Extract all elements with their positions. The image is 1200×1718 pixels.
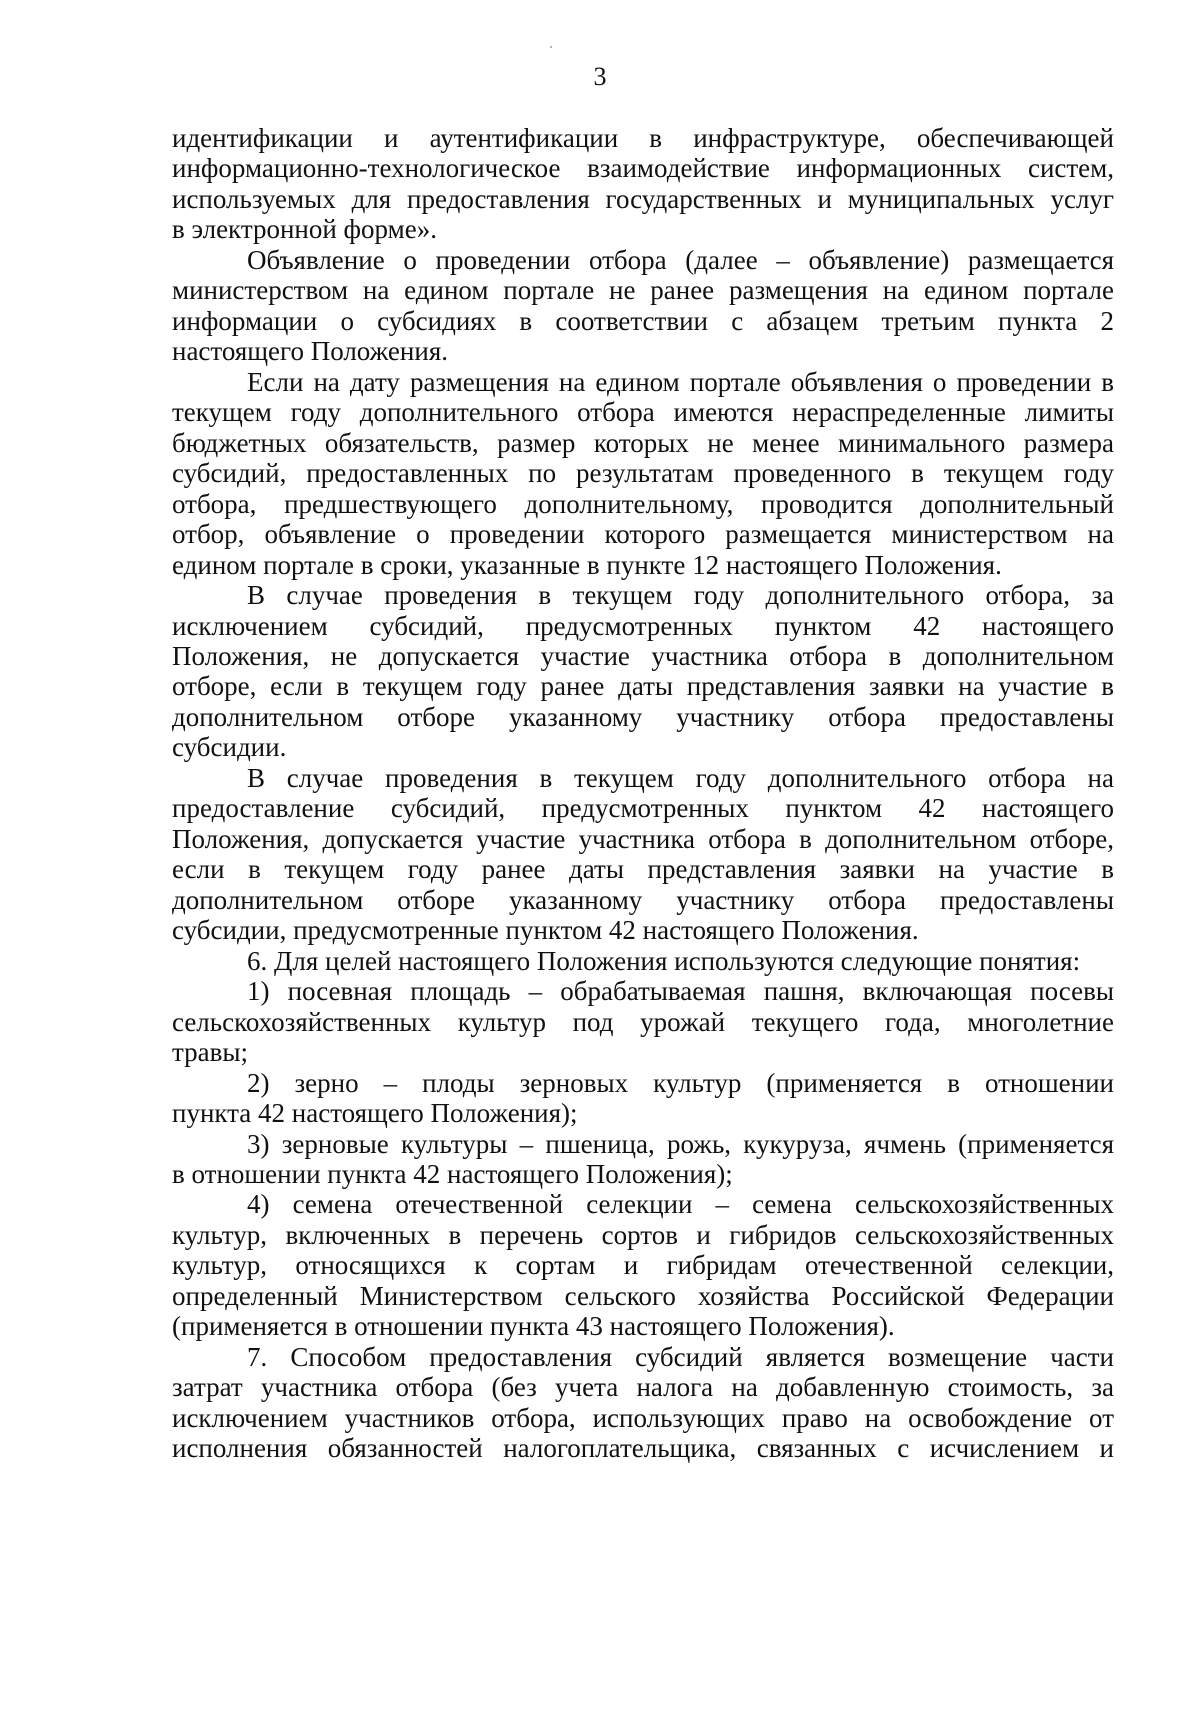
text-line: затрат участника отбора (без учета налога на добавленную стоимость, за xyxy=(172,1372,1114,1403)
text-line: пункта 42 настоящего Положения); xyxy=(172,1098,578,1129)
text-line: дополнительном отборе указанному участнику отбора предоставлены xyxy=(172,701,1114,732)
text-line: текущем году дополнительного отбора имеются нераспределенные лимиты xyxy=(172,397,1114,428)
text-line: В случае проведения в текущем году дополнительного отбора, за xyxy=(247,580,1114,611)
text-line: в отношении пункта 42 настоящего Положения); xyxy=(172,1158,733,1189)
text-line: идентификации и аутентификации в инфраструктуре, обеспечивающей xyxy=(172,123,1114,153)
text-line: Положения, допускается участие участника отбора в дополнительном отборе, xyxy=(172,823,1114,854)
text-line: сельскохозяйственных культур под урожай текущего года, многолетние xyxy=(172,1006,1114,1037)
text-line: Если на дату размещения на едином портале объявления о проведении в xyxy=(247,366,1114,397)
text-line: 3) зерновые культуры – пшеница, рожь, кукуруза, ячмень (применяется xyxy=(247,1128,1114,1159)
text-line: используемых для предоставления государственных и муниципальных услуг xyxy=(172,183,1114,214)
scan-speck xyxy=(550,46,552,48)
text-line: отборе, если в текущем году ранее даты представления заявки на участие в xyxy=(172,671,1114,702)
text-line: отбора, предшествующего дополнительному, проводится дополнительный xyxy=(172,488,1114,519)
text-line: культур, относящихся к сортам и гибридам отечественной селекции, xyxy=(172,1250,1114,1281)
text-line: Объявление о проведении отбора (далее – объявление) размещается xyxy=(247,244,1114,275)
text-line: субсидии. xyxy=(172,732,287,763)
text-line: Положения, не допускается участие участника отбора в дополнительном xyxy=(172,640,1114,671)
text-line: едином портале в сроки, указанные в пункте 12 настоящего Положения. xyxy=(172,549,1002,580)
text-line: информационно-технологическое взаимодействие информационных систем, xyxy=(172,153,1114,184)
text-line: министерством на едином портале не ранее размещения на едином портале xyxy=(172,275,1114,306)
text-line: определенный Министерством сельского хозяйства Российской Федерации xyxy=(172,1280,1114,1311)
text-line: субсидии, предусмотренные пунктом 42 настоящего Положения. xyxy=(172,915,919,946)
text-line: культур, включенных в перечень сортов и гибридов сельскохозяйственных xyxy=(172,1219,1114,1250)
text-line: 2) зерно – плоды зерновых культур (применяется в отношении xyxy=(247,1067,1114,1098)
text-line: 4) семена отечественной селекции – семена сельскохозяйственных xyxy=(247,1189,1114,1220)
text-line: 7. Способом предоставления субсидий является возмещение части xyxy=(247,1341,1114,1372)
text-line: (применяется в отношении пункта 43 настоящего Положения). xyxy=(172,1311,895,1342)
page-number: 3 xyxy=(593,62,607,91)
text-line: 6. Для целей настоящего Положения используются следующие понятия: xyxy=(247,945,1081,976)
text-line: исключением участников отбора, использующих право на освобождение от xyxy=(172,1402,1114,1433)
text-line: если в текущем году ранее даты представления заявки на участие в xyxy=(172,854,1114,885)
text-line: настоящего Положения. xyxy=(172,336,448,367)
text-line: травы; xyxy=(172,1037,249,1068)
text-line: бюджетных обязательств, размер которых не менее минимального размера xyxy=(172,427,1114,458)
text-line: дополнительном отборе указанному участнику отбора предоставлены xyxy=(172,884,1114,915)
text-line: исполнения обязанностей налогоплательщика, связанных с исчислением и xyxy=(172,1433,1114,1464)
text-line: предоставление субсидий, предусмотренных пунктом 42 настоящего xyxy=(172,793,1114,824)
text-line: отбор, объявление о проведении которого размещается министерством на xyxy=(172,519,1114,550)
text-line: В случае проведения в текущем году дополнительного отбора на xyxy=(247,762,1114,793)
text-line: в электронной форме». xyxy=(172,214,437,245)
text-line: исключением субсидий, предусмотренных пунктом 42 настоящего xyxy=(172,610,1114,641)
text-line: субсидий, предоставленных по результатам проведенного в текущем году xyxy=(172,458,1114,489)
text-line: 1) посевная площадь – обрабатываемая пашня, включающая посевы xyxy=(247,976,1114,1007)
text-line: информации о субсидиях в соответствии с абзацем третьим пункта 2 xyxy=(172,305,1114,336)
